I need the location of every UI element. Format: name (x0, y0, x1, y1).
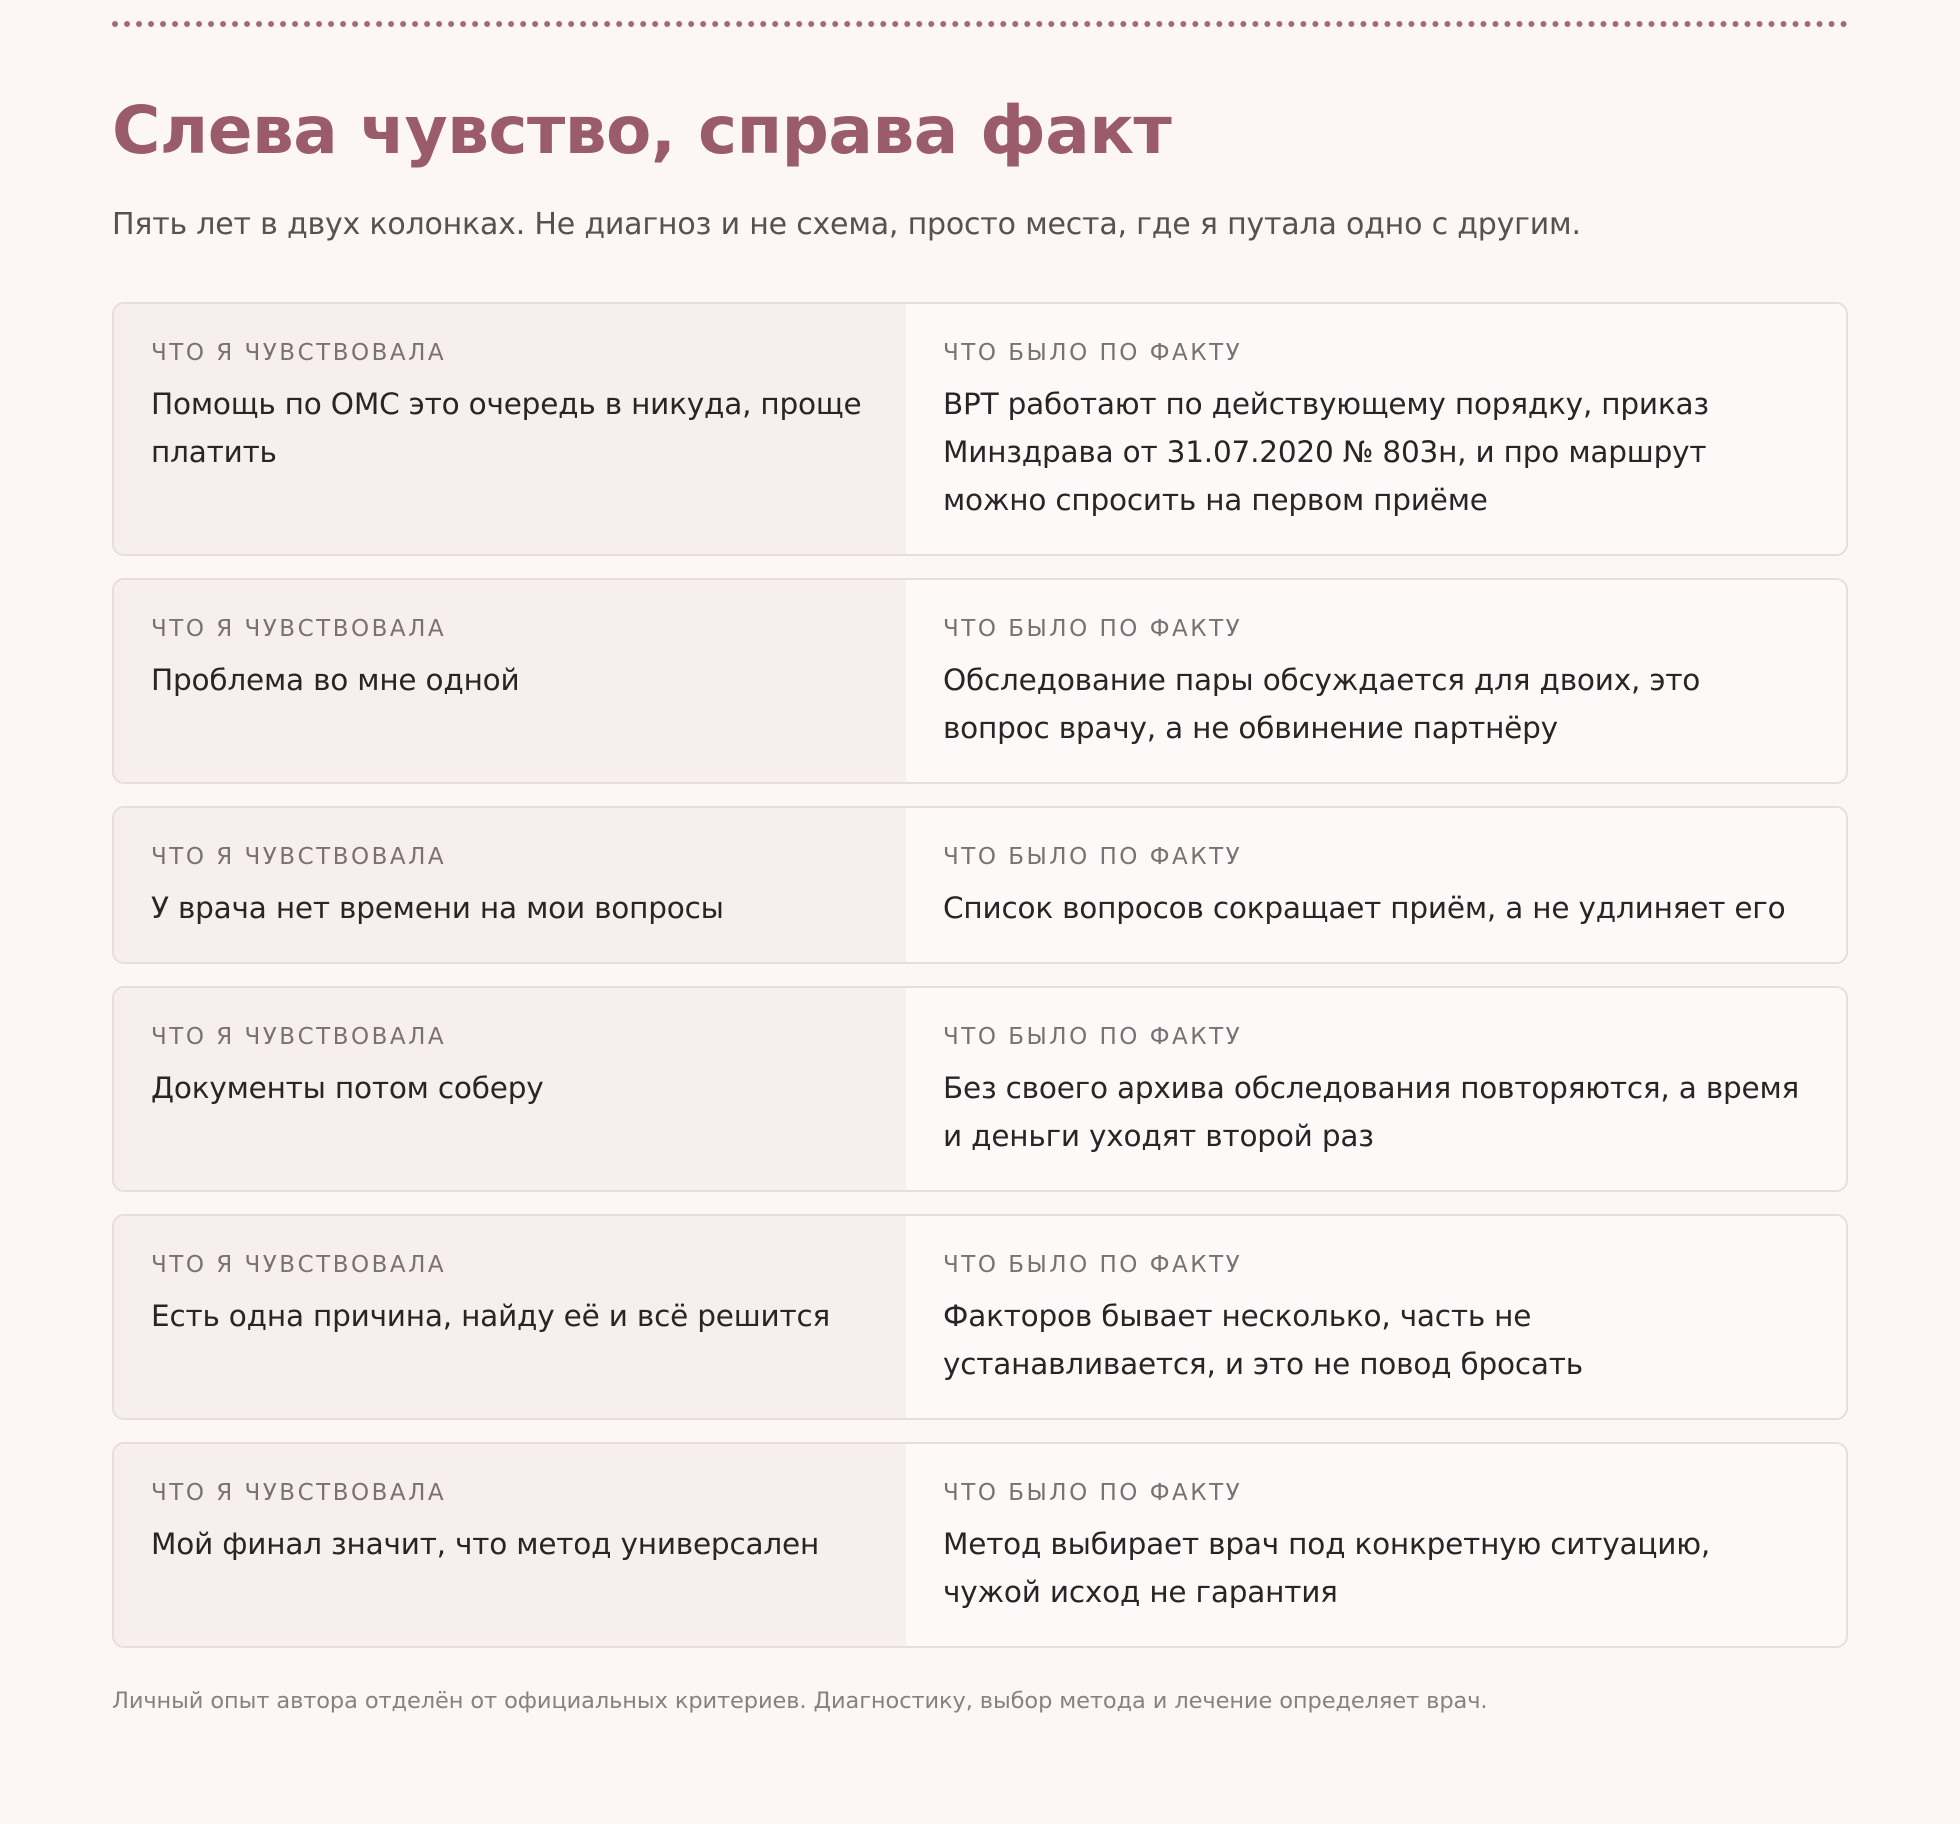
fact-cell (906, 304, 1846, 554)
dotted-divider (112, 21, 1848, 27)
fact-text: Без своего архива обследования повторяются, а время и деньги уходят второй раз (943, 1071, 1800, 1153)
feeling-label: ЧТО Я ЧУВСТВОВАЛА (151, 1252, 447, 1278)
feeling-label: ЧТО Я ЧУВСТВОВАЛА (151, 340, 447, 366)
fact-label: ЧТО БЫЛО ПО ФАКТУ (943, 1480, 1243, 1506)
fact-text: ВРТ работают по действующему порядку, приказ Минздрава от 31.07.2020 № 803н, и про маршрут можно спросить на первом приёме (943, 387, 1709, 517)
comparison-row (112, 578, 1848, 784)
feeling-text: У врача нет времени на мои вопросы (151, 891, 724, 925)
footnote: Личный опыт автора отделён от официальных критериев. Диагностику, выбор метода и лечение определяет врач. (112, 1688, 1488, 1714)
feeling-cell (114, 1444, 906, 1646)
comparison-row (112, 302, 1848, 556)
fact-cell (906, 808, 1846, 962)
feeling-cell (114, 808, 906, 962)
comparison-row (112, 806, 1848, 964)
fact-cell (906, 1444, 1846, 1646)
feeling-label: ЧТО Я ЧУВСТВОВАЛА (151, 616, 447, 642)
feeling-cell (114, 304, 906, 554)
feeling-cell (114, 988, 906, 1190)
fact-text: Список вопросов сокращает приём, а не удлиняет его (943, 891, 1786, 925)
feeling-label: ЧТО Я ЧУВСТВОВАЛА (151, 1024, 447, 1050)
page-title: Слева чувство, справа факт (112, 92, 1172, 169)
feeling-cell (114, 580, 906, 782)
feeling-text: Документы потом соберу (151, 1071, 544, 1105)
fact-label: ЧТО БЫЛО ПО ФАКТУ (943, 844, 1243, 870)
fact-cell (906, 988, 1846, 1190)
feeling-cell (114, 1216, 906, 1418)
feeling-label: ЧТО Я ЧУВСТВОВАЛА (151, 1480, 447, 1506)
fact-label: ЧТО БЫЛО ПО ФАКТУ (943, 616, 1243, 642)
feeling-label: ЧТО Я ЧУВСТВОВАЛА (151, 844, 447, 870)
comparison-row (112, 1442, 1848, 1648)
feeling-text: Помощь по ОМС это очередь в никуда, проще платить (151, 387, 862, 469)
fact-cell (906, 580, 1846, 782)
feeling-text: Проблема во мне одной (151, 663, 520, 697)
fact-text: Метод выбирает врач под конкретную ситуацию, чужой исход не гарантия (943, 1527, 1711, 1609)
feeling-text: Мой финал значит, что метод универсален (151, 1527, 820, 1561)
fact-text: Факторов бывает несколько, часть не устанавливается, и это не повод бросать (943, 1299, 1583, 1381)
page-subtitle: Пять лет в двух колонках. Не диагноз и не схема, просто места, где я путала одно с другим. (112, 207, 1581, 242)
comparison-row (112, 1214, 1848, 1420)
comparison-list (112, 302, 1848, 1670)
feeling-text: Есть одна причина, найду её и всё решится (151, 1299, 831, 1333)
fact-label: ЧТО БЫЛО ПО ФАКТУ (943, 340, 1243, 366)
comparison-row (112, 986, 1848, 1192)
fact-text: Обследование пары обсуждается для двоих, это вопрос врачу, а не обвинение партнёру (943, 663, 1701, 745)
fact-label: ЧТО БЫЛО ПО ФАКТУ (943, 1252, 1243, 1278)
fact-label: ЧТО БЫЛО ПО ФАКТУ (943, 1024, 1243, 1050)
fact-cell (906, 1216, 1846, 1418)
